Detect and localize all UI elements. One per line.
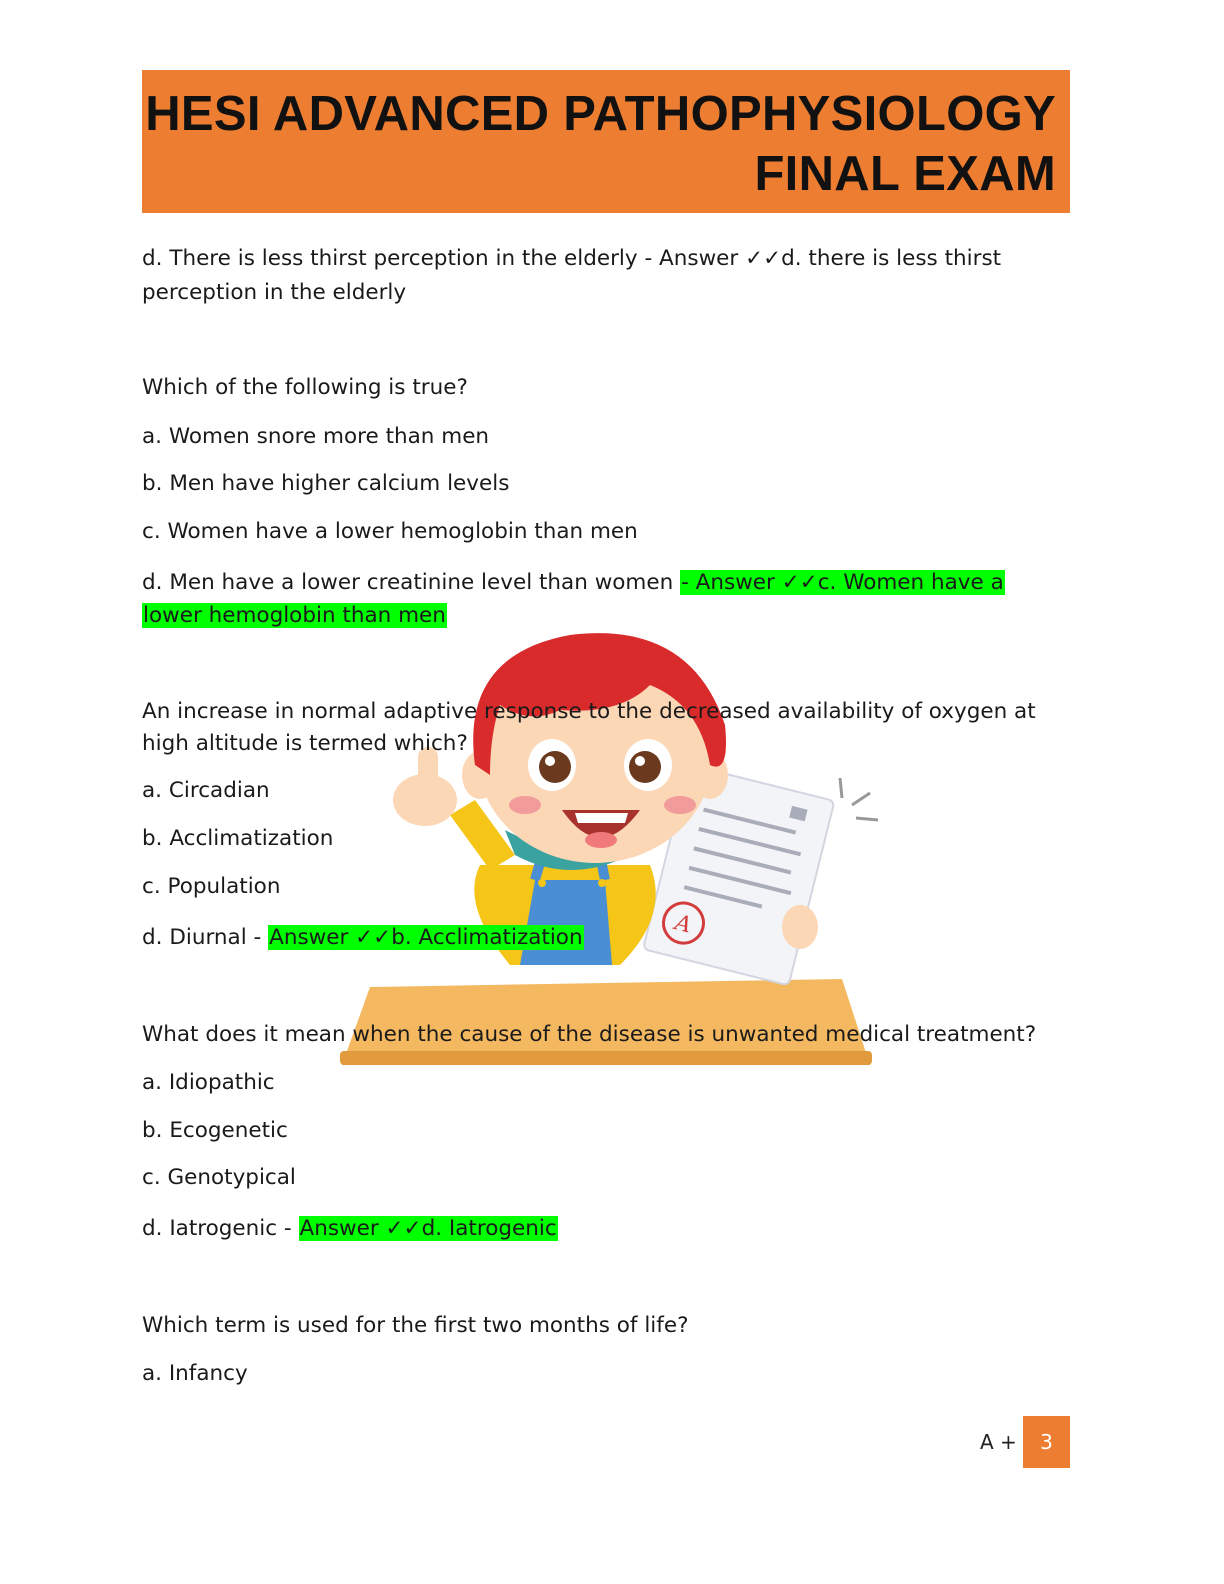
answer-option: c. Genotypical xyxy=(142,1165,296,1190)
answer-option: b. Ecogenetic xyxy=(142,1118,288,1143)
footer-label: A + xyxy=(980,1430,1017,1454)
highlighted-answer: lower hemoglobin than men xyxy=(143,603,446,628)
title-line-2: FINAL EXAM xyxy=(754,147,1056,201)
text-line: perception in the elderly xyxy=(142,280,407,305)
highlighted-answer: - Answer ✓✓c. Women have a xyxy=(681,570,1004,595)
document-title xyxy=(145,84,1056,204)
highlighted-answer: Answer ✓✓d. Iatrogenic xyxy=(299,1216,557,1241)
question-text: high altitude is termed which? xyxy=(142,731,468,756)
answer-option: b. Acclimatization xyxy=(142,826,334,851)
question-text: Which term is used for the first two months of life? xyxy=(142,1313,689,1338)
page-number: 3 xyxy=(1023,1416,1070,1468)
answer-option: a. Idiopathic xyxy=(142,1070,275,1095)
question-text: Which of the following is true? xyxy=(142,375,468,400)
title-line-1: HESI ADVANCED PATHOPHYSIOLOGY xyxy=(145,87,1056,141)
text-line xyxy=(142,600,447,632)
answer-option: b. Men have higher calcium levels xyxy=(142,471,510,496)
grade-mark: A xyxy=(672,910,694,939)
option-text: d. Men have a lower creatinine level than women xyxy=(142,570,681,595)
question-text: An increase in normal adaptive response to the decreased availability of oxygen at xyxy=(142,699,1036,724)
answer-option: c. Population xyxy=(142,874,281,899)
answer-option: a. Circadian xyxy=(142,778,270,803)
option-text: d. Iatrogenic - xyxy=(142,1216,299,1241)
title-banner xyxy=(142,70,1070,213)
option-text: d. Diurnal - xyxy=(142,925,269,950)
answer-option: a. Women snore more than men xyxy=(142,424,490,449)
answer-option xyxy=(142,1213,558,1245)
student-illustration xyxy=(330,615,930,1075)
answer-option: c. Women have a lower hemoglobin than men xyxy=(142,519,638,544)
text-line: d. There is less thirst perception in the elderly - Answer ✓✓d. there is less thirst xyxy=(142,246,1002,271)
question-text: What does it mean when the cause of the disease is unwanted medical treatment? xyxy=(142,1022,1037,1047)
answer-option xyxy=(142,567,1005,599)
highlighted-answer: Answer ✓✓b. Acclimatization xyxy=(269,925,583,950)
answer-option: a. Infancy xyxy=(142,1361,248,1386)
answer-option xyxy=(142,922,584,954)
